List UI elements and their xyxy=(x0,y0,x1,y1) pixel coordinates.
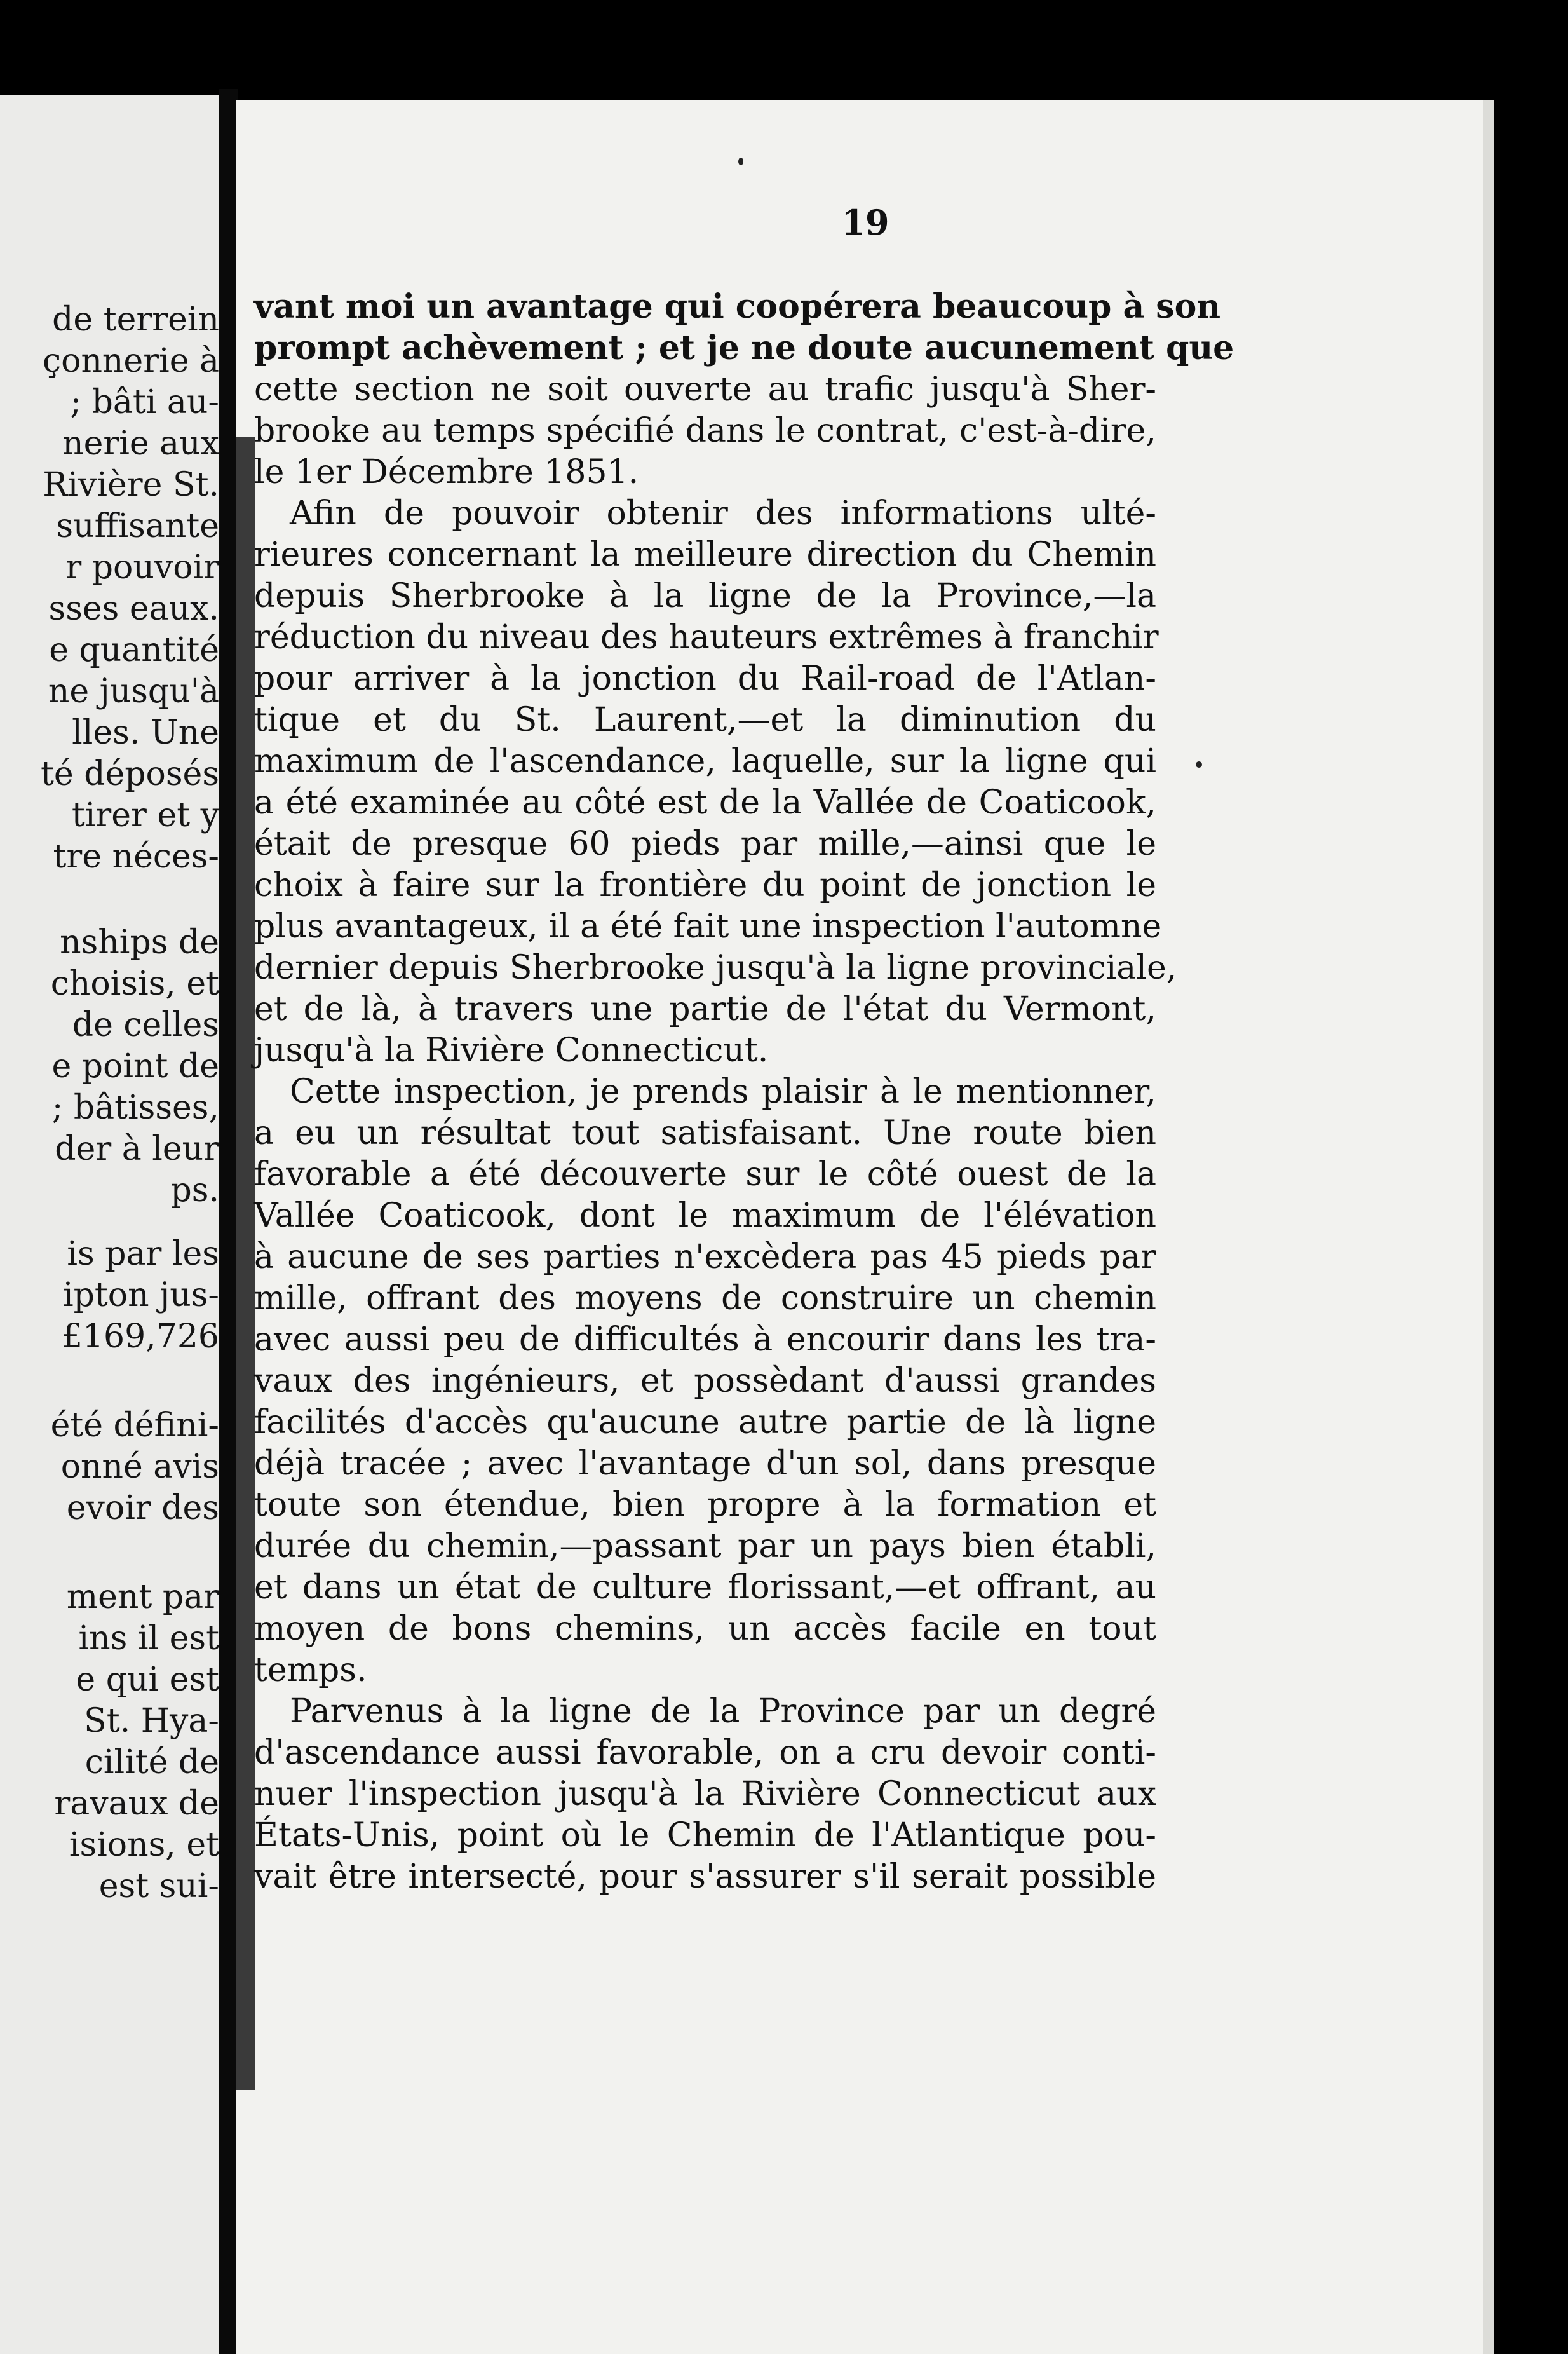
left-text-line: ps. xyxy=(170,1171,219,1209)
body-line: d'ascendance aussi favorable, on a cru devoir conti- xyxy=(254,1734,1156,1772)
body-line: durée du chemin,—passant par un pays bien établi, xyxy=(254,1527,1156,1565)
page-edge-shadow xyxy=(1483,100,1494,2354)
body-line: vaux des ingénieurs, et possèdant d'aussi grandes xyxy=(254,1362,1156,1400)
left-text-line: Rivière St. xyxy=(43,466,219,504)
body-line: nuer l'inspection jusqu'à la Rivière Connecticut aux xyxy=(254,1775,1156,1813)
body-line: Afin de pouvoir obtenir des informations ulté- xyxy=(290,494,1156,533)
left-text-line: est sui- xyxy=(98,1867,219,1905)
left-text-line: £169,726 xyxy=(61,1317,219,1356)
body-line: jusqu'à la Rivière Connecticut. xyxy=(254,1031,769,1070)
body-line: Cette inspection, je prends plaisir à le mentionner, xyxy=(290,1073,1156,1111)
page-number: 19 xyxy=(841,202,889,243)
scan-speck xyxy=(1196,761,1202,768)
body-line: a eu un résultat tout satisfaisant. Une route bien xyxy=(254,1114,1156,1152)
body-line: était de presque 60 pieds par mille,—ainsi que le xyxy=(254,825,1156,863)
body-line: maximum de l'ascendance, laquelle, sur la ligne qui xyxy=(254,742,1156,780)
body-line: favorable a été découverte sur le côté ouest de la xyxy=(254,1155,1156,1194)
left-text-line: tirer et y xyxy=(71,796,219,834)
left-text-line: été défini- xyxy=(50,1406,219,1445)
left-text-line: cilité de xyxy=(84,1743,219,1781)
current-page xyxy=(236,100,1494,2354)
body-line: cette section ne soit ouverte au trafic jusqu'à Sher- xyxy=(254,371,1156,409)
left-text-line: evoir des xyxy=(66,1489,219,1527)
left-text-line: ne jusqu'à xyxy=(48,672,219,711)
left-text-line: lles. Une xyxy=(72,714,219,752)
book-spine-gutter xyxy=(219,89,238,2354)
left-text-line: ; bâti au- xyxy=(70,383,219,421)
left-text-line: çonnerie à xyxy=(43,342,219,380)
body-line: moyen de bons chemins, un accès facile en tout xyxy=(254,1610,1156,1648)
left-text-line: ipton jus- xyxy=(62,1276,219,1314)
body-line: vait être intersecté, pour s'assurer s'il serait possible xyxy=(254,1858,1156,1896)
body-line: déjà tracée ; avec l'avantage d'un sol, dans presque xyxy=(254,1445,1156,1483)
left-text-line: té déposés xyxy=(41,755,219,793)
body-line: mille, offrant des moyens de construire un chemin xyxy=(254,1279,1156,1317)
body-line: brooke au temps spécifié dans le contrat, c'est-à-dire, xyxy=(254,412,1156,450)
body-line: États-Unis, point où le Chemin de l'Atlantique pou- xyxy=(254,1816,1156,1854)
left-text-line: St. Hya- xyxy=(84,1702,219,1740)
left-text-line: ravaux de xyxy=(54,1785,219,1823)
left-text-line: ; bâtisses, xyxy=(51,1089,219,1127)
body-line: avec aussi peu de difficultés à encourir dans les tra- xyxy=(254,1321,1156,1359)
left-text-line: nships de xyxy=(60,923,219,962)
left-text-line: ins il est xyxy=(78,1619,219,1657)
body-line: rieures concernant la meilleure direction du Chemin xyxy=(254,536,1156,574)
body-line: temps. xyxy=(254,1651,367,1689)
left-text-line: isions, et xyxy=(69,1826,219,1864)
body-line: pour arriver à la jonction du Rail-road de l'Atlan- xyxy=(254,660,1156,698)
body-line: tique et du St. Laurent,—et la diminution du xyxy=(254,701,1156,739)
left-text-line: sses eaux. xyxy=(48,590,219,628)
body-line: Parvenus à la ligne de la Province par un degré xyxy=(290,1692,1156,1731)
left-text-line: r pouvoir xyxy=(65,548,219,587)
scan-speck xyxy=(738,158,743,165)
left-text-line: e quantité xyxy=(49,631,219,669)
body-line: et dans un état de culture florissant,—et offrant, au xyxy=(254,1568,1156,1607)
previous-page-fragment xyxy=(0,95,219,2354)
body-line: facilités d'accès qu'aucune autre partie de là ligne xyxy=(254,1403,1156,1441)
body-line: dernier depuis Sherbrooke jusqu'à la ligne provinciale, xyxy=(254,949,1177,987)
body-line: a été examinée au côté est de la Vallée de Coaticook, xyxy=(254,784,1156,822)
left-text-line: e point de xyxy=(51,1047,219,1085)
left-text-line: is par les xyxy=(67,1235,219,1273)
body-line: plus avantageux, il a été fait une inspection l'automne xyxy=(254,908,1162,946)
body-line: réduction du niveau des hauteurs extrêmes à franchir xyxy=(254,618,1159,657)
body-line: depuis Sherbrooke à la ligne de la Province,—la xyxy=(254,577,1156,615)
body-line: à aucune de ses parties n'excèdera pas 45 pieds par xyxy=(254,1238,1156,1276)
left-text-line: de celles xyxy=(72,1006,219,1044)
body-line: le 1er Décembre 1851. xyxy=(254,453,639,491)
left-text-line: nerie aux xyxy=(62,425,219,463)
left-text-line: der à leur xyxy=(55,1130,219,1168)
left-text-line: e qui est xyxy=(76,1661,219,1699)
body-line: prompt achèvement ; et je ne doute aucunement que xyxy=(254,329,1234,367)
body-line: vant moi un avantage qui coopérera beaucoup à son xyxy=(254,287,1221,326)
body-line: toute son étendue, bien propre à la formation et xyxy=(254,1486,1156,1524)
left-text-line: onné avis xyxy=(60,1448,219,1486)
body-line: Vallée Coaticook, dont le maximum de l'élévation xyxy=(254,1197,1156,1235)
left-text-line: de terrein xyxy=(52,301,219,339)
left-text-line: choisis, et xyxy=(50,965,219,1003)
body-line: et de là, à travers une partie de l'état du Vermont, xyxy=(254,990,1156,1028)
left-text-line: tre néces- xyxy=(53,838,219,876)
body-line: choix à faire sur la frontière du point de jonction le xyxy=(254,866,1156,904)
left-text-line: ment par xyxy=(66,1578,219,1616)
gutter-shadow xyxy=(236,437,255,2090)
left-text-line: suffisante xyxy=(56,507,219,545)
